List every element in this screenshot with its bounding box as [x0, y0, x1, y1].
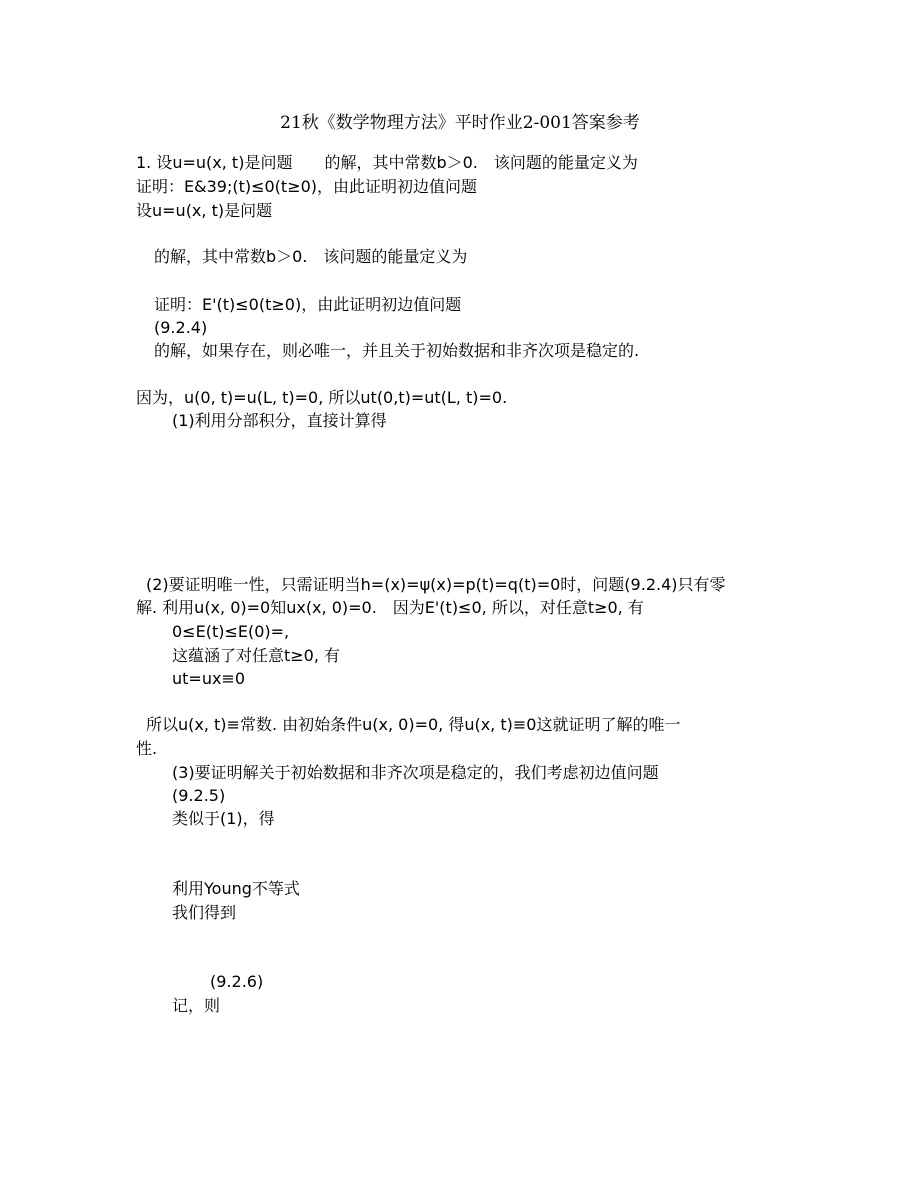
text-line-19: 类似于(1)，得 — [172, 809, 275, 828]
text-line-13: 这蕴涵了对任意t≥0, 有 — [172, 646, 341, 665]
text-line-8: 因为，u(0, t)=u(L, t)=0, 所以ut(0,t)=ut(L, t)=0. — [136, 388, 508, 407]
equation-label-9-2-6: (9.2.6) — [210, 972, 264, 991]
text-line-2: 证明：E&39;(t)≤0(t≥0)，由此证明初边值问题 — [136, 177, 478, 196]
text-line-5: 证明：E'(t)≤0(t≥0)，由此证明初边值问题 — [154, 295, 462, 314]
equation-label-9-2-5: (9.2.5) — [172, 786, 226, 805]
text-line-14: ut=ux≡0 — [172, 669, 246, 688]
text-line-17: (3)要证明解关于初始数据和非齐次项是稳定的，我们考虑初边值问题 — [172, 763, 659, 782]
text-line-10: (2)要证明唯一性，只需证明当h=(x)=ψ(x)=p(t)=q(t)=0时，问题(9.2.4)只有零 — [146, 575, 726, 594]
text-line-1: 1. 设u=u(x, t)是问题 的解，其中常数b＞0. 该问题的能量定义为 — [136, 153, 638, 172]
document-title: 21秋《数学物理方法》平时作业2-001答案参考 — [280, 113, 640, 133]
equation-label-9-2-4: (9.2.4) — [154, 318, 208, 337]
text-line-21: 我们得到 — [172, 903, 237, 922]
text-line-16: 性. — [136, 739, 158, 758]
text-line-7: 的解，如果存在，则必唯一，并且关于初始数据和非齐次项是稳定的. — [154, 341, 640, 360]
text-line-20: 利用Young不等式 — [172, 879, 300, 898]
text-line-3: 设u=u(x, t)是问题 — [136, 201, 273, 220]
text-line-12: 0≤E(t)≤E(0)=, — [172, 622, 290, 641]
text-line-23: 记，则 — [172, 996, 221, 1015]
text-line-15: 所以u(x, t)≡常数. 由初始条件u(x, 0)=0, 得u(x, t)≡0这就证明了解的唯一 — [146, 715, 681, 734]
text-line-11: 解. 利用u(x, 0)=0知ux(x, 0)=0. 因为E'(t)≤0, 所以，对任意t≥0, 有 — [136, 598, 644, 617]
text-line-4: 的解，其中常数b＞0. 该问题的能量定义为 — [154, 247, 468, 266]
text-line-9: (1)利用分部积分，直接计算得 — [172, 411, 387, 430]
